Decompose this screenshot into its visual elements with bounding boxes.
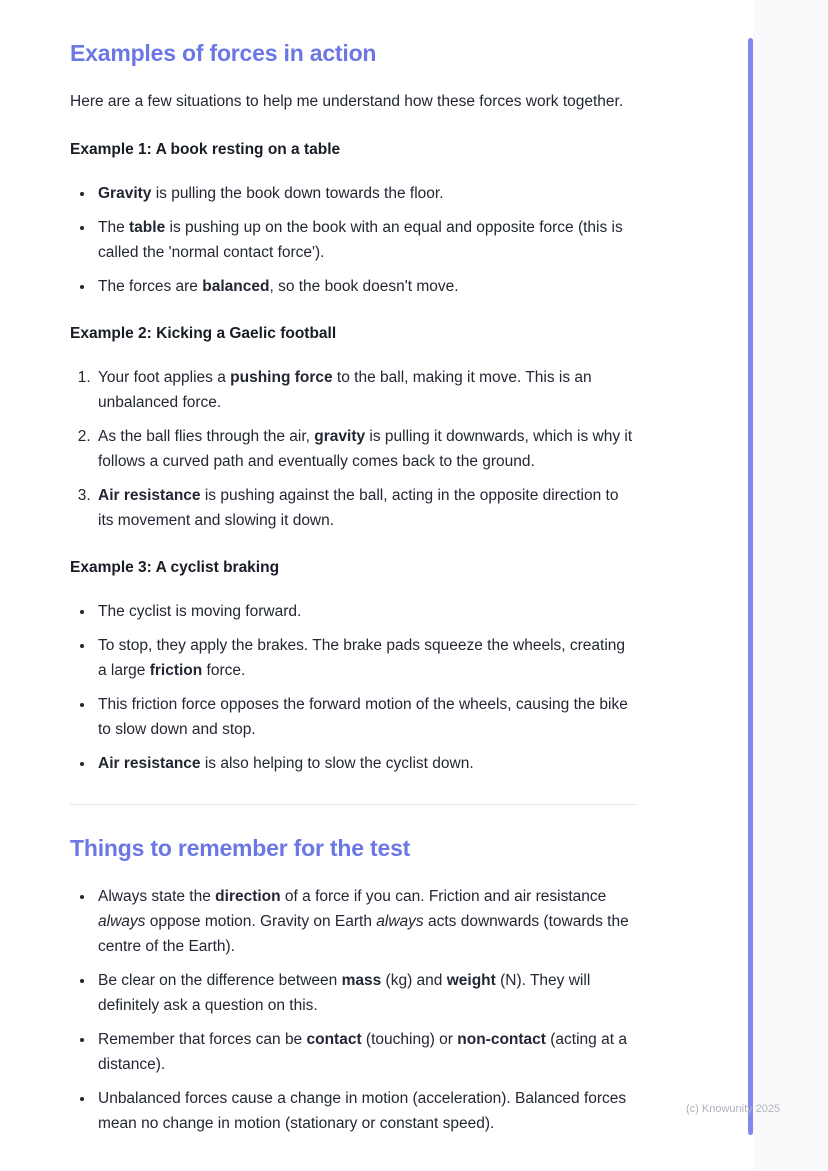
bold-text: pushing force xyxy=(230,369,333,386)
example-1-bullet-list xyxy=(70,181,636,299)
italic-text: always xyxy=(376,913,424,930)
list-item: • To stop, they apply the brakes. The brake pads squeeze the wheels, creating a large friction force. xyxy=(95,633,636,683)
bold-text: balanced xyxy=(202,278,270,295)
list-item: • This friction force opposes the forward motion of the wheels, causing the bike to slow down and stop. xyxy=(95,692,636,742)
list-item: • The forces are balanced, so the book doesn't move. xyxy=(95,274,636,299)
section-divider xyxy=(70,804,636,805)
example-2-title: Example 2: Kicking a Gaelic football xyxy=(70,325,337,342)
list-item: • Air resistance is also helping to slow the cyclist down. xyxy=(95,751,636,776)
bold-text: Air resistance xyxy=(98,755,201,772)
section-heading-things-to-remember: Things to remember for the test xyxy=(70,835,411,861)
bold-text: friction xyxy=(149,662,203,679)
right-margin-strip xyxy=(753,0,828,1171)
bold-text: non-contact xyxy=(457,1031,546,1048)
bold-text: contact xyxy=(306,1031,362,1048)
document-content xyxy=(70,0,636,1136)
section-heading-examples-of-forces: Examples of forces in action xyxy=(70,40,377,66)
bold-text: weight xyxy=(446,972,496,989)
list-item: 2. As the ball flies through the air, gravity is pulling it downwards, which is why it follows a curved path and eventually comes back to the ground. xyxy=(95,424,636,474)
list-item: • Remember that forces can be contact (touching) or non-contact (acting at a distance). xyxy=(95,1027,636,1077)
bold-text: direction xyxy=(215,888,281,905)
things-to-remember-bullet-list xyxy=(70,884,636,1136)
italic-text: always xyxy=(98,913,146,930)
bold-text: Air resistance xyxy=(98,487,201,504)
example-1-title: Example 1: A book resting on a table xyxy=(70,141,341,158)
example-3-bullet-list xyxy=(70,599,636,776)
list-item: • Unbalanced forces cause a change in motion (acceleration). Balanced forces mean no change in motion (stationary or constant speed). xyxy=(95,1086,636,1136)
list-item: • Always state the direction of a force if you can. Friction and air resistance always oppose motion. Gravity on Earth always acts downwards (towards the centre of the Earth). xyxy=(95,884,636,959)
page-edge-line xyxy=(748,38,753,1135)
list-item: 3. Air resistance is pushing against the ball, acting in the opposite direction to its movement and slowing it down. xyxy=(95,483,636,533)
bold-text: table xyxy=(129,219,166,236)
watermark: (c) Knowunity 2025 xyxy=(686,1103,781,1115)
bold-text: gravity xyxy=(314,428,366,445)
bold-text: Gravity xyxy=(98,185,152,202)
list-item: • Gravity is pulling the book down towards the floor. xyxy=(95,181,636,206)
list-item: 1. Your foot applies a pushing force to the ball, making it move. This is an unbalanced force. xyxy=(95,365,636,415)
list-item: • The cyclist is moving forward. xyxy=(95,599,636,624)
list-item: • Be clear on the difference between mass (kg) and weight (N). They will definitely ask a question on this. xyxy=(95,968,636,1018)
example-3-title: Example 3: A cyclist braking xyxy=(70,559,280,576)
list-item: • The table is pushing up on the book with an equal and opposite force (this is called the 'normal contact force'). xyxy=(95,215,636,265)
example-2-numbered-list xyxy=(70,365,636,533)
bold-text: mass xyxy=(341,972,382,989)
intro-paragraph: Here are a few situations to help me understand how these forces work together. xyxy=(70,93,624,110)
